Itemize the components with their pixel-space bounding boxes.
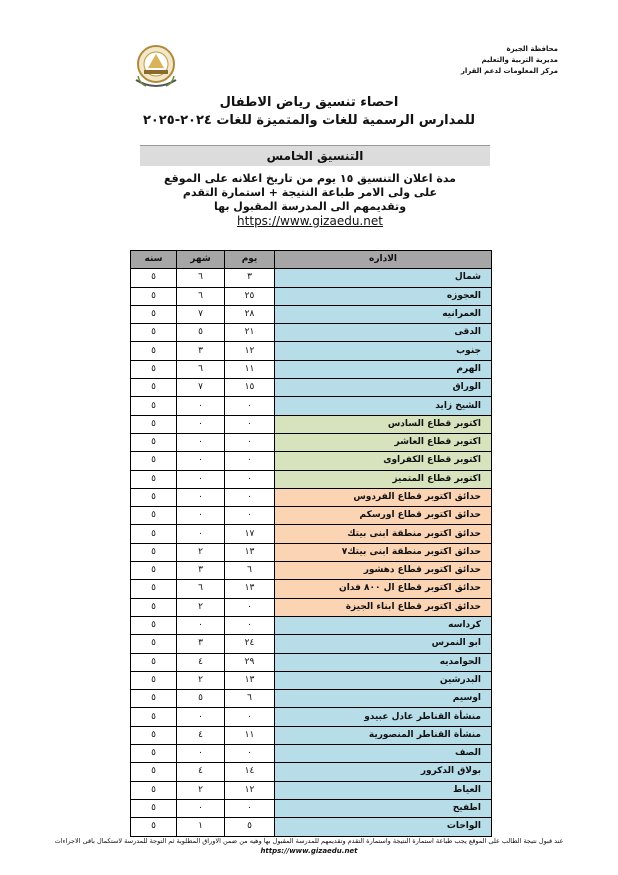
- cell-admin: كرداسه: [275, 616, 492, 634]
- org-center: مركز المعلومات لدعم القرار: [460, 67, 558, 75]
- cell-year: ٥: [131, 763, 177, 781]
- title-line-2: للمدارس الرسمية للغات والمتميزة للغات ٢٠٢٤-٢٠٢٥: [142, 113, 476, 128]
- cell-year: ٥: [131, 397, 177, 415]
- cell-day: ٠: [225, 708, 275, 726]
- cell-admin: ابو النمرس: [275, 635, 492, 653]
- cell-year: ٥: [131, 562, 177, 580]
- cell-day: ٢٤: [225, 635, 275, 653]
- cell-month: ٠: [177, 616, 225, 634]
- footer-note: عند قبول نتيجة الطالب على الموقع يجب طباعة استمارة النتيجة واستمارة التقدم وتقديمهم للمدرسة المقبول بها وهيه من ضمن الاوراق المطلوبة ثم التوجة للمدرسة لاستكمال باقى الاجراءات: [54, 837, 564, 845]
- cell-day: ١١: [225, 726, 275, 744]
- notice-line-1: مدة اعلان التنسيق ١٥ يوم من تاريخ اعلانه على الموقع: [164, 172, 456, 185]
- cell-month: ٠: [177, 799, 225, 817]
- cell-month: ٣: [177, 635, 225, 653]
- cell-admin: الحوامديه: [275, 653, 492, 671]
- cell-month: ٢: [177, 543, 225, 561]
- table-row: [131, 598, 492, 616]
- notice-url-link[interactable]: https://www.gizaedu.net: [237, 214, 383, 228]
- cell-admin: العياط: [275, 781, 492, 799]
- table-row: [131, 799, 492, 817]
- header-year: سنه: [131, 251, 177, 269]
- cell-day: ٢٥: [225, 287, 275, 305]
- cell-month: ٣: [177, 342, 225, 360]
- cell-day: ٠: [225, 452, 275, 470]
- cell-month: ٤: [177, 653, 225, 671]
- table-row: [131, 397, 492, 415]
- cell-admin: حدائق اكتوبر منطقة ابنى بيتك: [275, 525, 492, 543]
- table-row: [131, 690, 492, 708]
- table-row: [131, 726, 492, 744]
- cell-day: ٢٩: [225, 653, 275, 671]
- cell-year: ٥: [131, 671, 177, 689]
- organization-header: [461, 44, 558, 77]
- cell-admin: حدائق اكتوبر قطاع ابناء الجيزة: [275, 598, 492, 616]
- cell-day: ٠: [225, 616, 275, 634]
- cell-year: ٥: [131, 269, 177, 287]
- cell-year: ٥: [131, 799, 177, 817]
- header-day: يوم: [225, 251, 275, 269]
- notice-line-3: وتقديمهم الى المدرسة المقبول بها: [213, 200, 407, 213]
- table-row: [131, 433, 492, 451]
- cell-admin: حدائق اكتوبر منطقة ابنى بيتك٧: [275, 543, 492, 561]
- cell-month: ٥: [177, 324, 225, 342]
- cell-admin: جنوب: [275, 342, 492, 360]
- cell-admin: البدرشين: [275, 671, 492, 689]
- cell-year: ٥: [131, 360, 177, 378]
- cell-year: ٥: [131, 781, 177, 799]
- table-row: [131, 635, 492, 653]
- cell-month: ٢: [177, 598, 225, 616]
- table-row: [131, 379, 492, 397]
- cell-admin: اكتوبر قطاع العاشر: [275, 433, 492, 451]
- header-month: شهر: [177, 251, 225, 269]
- cell-month: ٠: [177, 745, 225, 763]
- cell-day: ٠: [225, 799, 275, 817]
- cell-day: ١٢: [225, 342, 275, 360]
- cell-month: ٠: [177, 433, 225, 451]
- cell-year: ٥: [131, 507, 177, 525]
- cell-admin: حدائق اكتوبر قطاع الفردوس: [275, 488, 492, 506]
- cell-year: ٥: [131, 305, 177, 323]
- cell-month: ٢: [177, 781, 225, 799]
- cell-year: ٥: [131, 818, 177, 836]
- table-row: [131, 324, 492, 342]
- cell-admin: حدائق اكتوبر قطاع ال ٨٠٠ فدان: [275, 580, 492, 598]
- cell-year: ٥: [131, 726, 177, 744]
- cell-year: ٥: [131, 745, 177, 763]
- cell-month: ١: [177, 818, 225, 836]
- cell-year: ٥: [131, 598, 177, 616]
- directorate-logo: [130, 40, 182, 92]
- cell-admin: بولاق الدكرور: [275, 763, 492, 781]
- cell-admin: الواحات: [275, 818, 492, 836]
- table-row: [131, 525, 492, 543]
- cell-year: ٥: [131, 452, 177, 470]
- table-row: [131, 452, 492, 470]
- cell-day: ٢٨: [225, 305, 275, 323]
- cell-day: ٠: [225, 507, 275, 525]
- footer-url-link[interactable]: https://www.gizaedu.net: [260, 847, 358, 855]
- cell-day: ١٥: [225, 379, 275, 397]
- cell-month: ٠: [177, 415, 225, 433]
- cell-month: ٣: [177, 562, 225, 580]
- cell-month: ٤: [177, 763, 225, 781]
- cell-day: ١٣: [225, 580, 275, 598]
- cell-day: ٢١: [225, 324, 275, 342]
- cell-month: ٦: [177, 360, 225, 378]
- cell-month: ٧: [177, 305, 225, 323]
- org-directorate: مديرية التربية والتعليم: [481, 56, 558, 64]
- cell-day: ٠: [225, 433, 275, 451]
- cell-year: ٥: [131, 580, 177, 598]
- cell-month: ٧: [177, 379, 225, 397]
- table-row: [131, 342, 492, 360]
- table-row: [131, 708, 492, 726]
- cell-day: ١٢: [225, 781, 275, 799]
- cell-day: ٦: [225, 562, 275, 580]
- cell-year: ٥: [131, 616, 177, 634]
- table-row: [131, 415, 492, 433]
- cell-day: ١٤: [225, 763, 275, 781]
- cell-year: ٥: [131, 433, 177, 451]
- table-row: [131, 269, 492, 287]
- cell-year: ٥: [131, 342, 177, 360]
- cell-month: ٠: [177, 708, 225, 726]
- cell-day: ١٧: [225, 525, 275, 543]
- cell-day: ١١: [225, 360, 275, 378]
- cell-year: ٥: [131, 690, 177, 708]
- org-governorate: محافظة الجيزة: [506, 45, 558, 53]
- title-line-1: احصاء تنسيق رياض الاطفال: [219, 95, 399, 110]
- table-row: [131, 488, 492, 506]
- table-row: [131, 287, 492, 305]
- cell-day: ٠: [225, 745, 275, 763]
- cell-admin: الدقى: [275, 324, 492, 342]
- cell-month: ٥: [177, 690, 225, 708]
- cell-year: ٥: [131, 708, 177, 726]
- cell-month: ٦: [177, 580, 225, 598]
- cell-admin: العجوزه: [275, 287, 492, 305]
- table-row: [131, 305, 492, 323]
- cell-year: ٥: [131, 635, 177, 653]
- cell-admin: اكتوبر قطاع السادس: [275, 415, 492, 433]
- cell-day: ٥: [225, 818, 275, 836]
- table-header-row: [131, 251, 492, 269]
- cell-month: ٦: [177, 287, 225, 305]
- cell-year: ٥: [131, 415, 177, 433]
- table-row: [131, 543, 492, 561]
- table-row: [131, 562, 492, 580]
- cell-year: ٥: [131, 379, 177, 397]
- cell-admin: حدائق اكتوبر قطاع دهشور: [275, 562, 492, 580]
- cell-admin: اكتوبر قطاع المتميز: [275, 470, 492, 488]
- cell-day: ٦: [225, 690, 275, 708]
- cell-admin: اطفيح: [275, 799, 492, 817]
- table-row: [131, 470, 492, 488]
- cell-admin: الهرم: [275, 360, 492, 378]
- cell-month: ٠: [177, 470, 225, 488]
- cell-month: ٠: [177, 397, 225, 415]
- cell-day: ١٣: [225, 543, 275, 561]
- statistics-table: [130, 250, 491, 837]
- cell-admin: منشأة القناطر المنصورية: [275, 726, 492, 744]
- cell-year: ٥: [131, 324, 177, 342]
- cell-month: ٦: [177, 269, 225, 287]
- cell-day: ٠: [225, 415, 275, 433]
- table-body: [131, 269, 492, 836]
- cell-month: ٠: [177, 507, 225, 525]
- round-label: التنسيق الخامس: [140, 145, 490, 166]
- cell-year: ٥: [131, 543, 177, 561]
- cell-month: ٠: [177, 452, 225, 470]
- table-row: [131, 653, 492, 671]
- cell-admin: منشأة القناطر عادل عبيدو: [275, 708, 492, 726]
- cell-admin: حدائق اكتوبر قطاع اورسكم: [275, 507, 492, 525]
- cell-day: ٠: [225, 397, 275, 415]
- cell-year: ٥: [131, 653, 177, 671]
- cell-admin: الصف: [275, 745, 492, 763]
- cell-year: ٥: [131, 287, 177, 305]
- cell-month: ٢: [177, 671, 225, 689]
- cell-admin: اوسيم: [275, 690, 492, 708]
- cell-month: ٤: [177, 726, 225, 744]
- cell-admin: اكتوبر قطاع الكفراوى: [275, 452, 492, 470]
- table-row: [131, 745, 492, 763]
- cell-year: ٥: [131, 525, 177, 543]
- table-row: [131, 781, 492, 799]
- table-row: [131, 763, 492, 781]
- cell-year: ٥: [131, 470, 177, 488]
- table-row: [131, 360, 492, 378]
- cell-admin: الشيخ زايد: [275, 397, 492, 415]
- cell-day: ١٣: [225, 671, 275, 689]
- cell-year: ٥: [131, 488, 177, 506]
- cell-month: ٠: [177, 525, 225, 543]
- table-row: [131, 818, 492, 836]
- header-admin: الاداره: [275, 251, 492, 269]
- cell-month: ٠: [177, 488, 225, 506]
- table-row: [131, 580, 492, 598]
- cell-admin: شمال: [275, 269, 492, 287]
- table-row: [131, 671, 492, 689]
- document-title: [0, 94, 618, 130]
- cell-admin: الوراق: [275, 379, 492, 397]
- cell-day: ٠: [225, 488, 275, 506]
- cell-day: ٣: [225, 269, 275, 287]
- notice-block: [100, 172, 520, 228]
- table-row: [131, 616, 492, 634]
- cell-day: ٠: [225, 470, 275, 488]
- cell-admin: العمرانيه: [275, 305, 492, 323]
- cell-day: ٠: [225, 598, 275, 616]
- notice-line-2: على ولى الامر طباعة النتيجة + استمارة التقدم: [182, 186, 438, 199]
- table-row: [131, 507, 492, 525]
